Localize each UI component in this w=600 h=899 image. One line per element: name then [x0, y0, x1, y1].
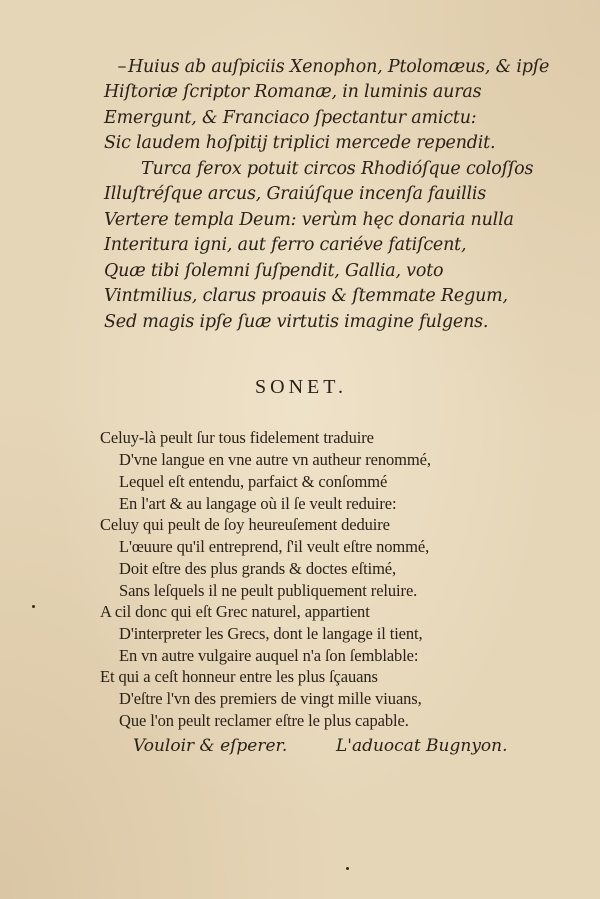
- sonnet-line: Doit eſtre des plus grands & doctes eſtimé,: [119, 559, 397, 578]
- latin-verse-line: Interitura igni, aut ferro cariéve fatiſcent,: [104, 235, 467, 255]
- sonnet-line: Et qui a ceſt honneur entre les plus ſçauans: [100, 667, 378, 686]
- sonnet-line: En l'art & au langage où il ſe veult reduire:: [119, 494, 397, 513]
- latin-verse-line: Sic laudem hoſpitij triplici mercede rependit.: [104, 133, 496, 153]
- sonnet-line: Sans leſquels il ne peult publiquement reluire.: [119, 581, 418, 600]
- latin-verse-line: Illuſtréſque arcus, Graiúſque incenſa fauillis: [104, 184, 487, 204]
- sonnet-line: L'œuure qu'il entreprend, ſ'il veult eſtre nommé,: [119, 537, 430, 556]
- sonnet-line: Lequel eſt entendu, parfaict & conſommé: [119, 472, 388, 491]
- sonnet-line: Celuy-là peult ſur tous fidelement traduire: [100, 428, 374, 447]
- latin-verse-line: Sed magis ipſe ſuæ virtutis imagine fulgens.: [104, 312, 489, 332]
- sonnet-line: A cil donc qui eſt Grec naturel, appartient: [100, 602, 370, 621]
- paper-speck: [32, 605, 35, 608]
- latin-verse-line: Turca ferox potuit circos Rhodióſque coloſſos: [141, 159, 534, 179]
- latin-verse-line: Quæ tibi ſolemni ſuſpendit, Gallia, voto: [104, 261, 444, 281]
- sonnet-line: Que l'on peult reclamer eſtre le plus capable.: [119, 711, 409, 730]
- sonnet-line: D'eſtre l'vn des premiers de vingt mille viuans,: [119, 689, 422, 708]
- latin-verse-line: Emergunt, & Franciaco ſpectantur amictu:: [104, 108, 477, 128]
- latin-verse-line: Vintmilius, clarus proauis & ſtemmate Regum,: [104, 286, 508, 306]
- sonnet-heading: SONET.: [255, 376, 347, 398]
- sonnet-line: En vn autre vulgaire auquel n'a ſon ſemblable:: [119, 646, 419, 665]
- sonnet-line: Celuy qui peult de ſoy heureuſement deduire: [100, 515, 390, 534]
- latin-verse-line: Huius ab auſpiciis Xenophon, Ptolomæus, & ipſe: [128, 57, 550, 77]
- paper-speck: [346, 867, 349, 870]
- signature-author: L'aduocat Bugnyon.: [336, 736, 508, 756]
- paper-speck: [118, 66, 126, 68]
- latin-verse-line: Hiſtoriæ ſcriptor Romanæ, in luminis auras: [104, 82, 482, 102]
- sonnet-line: D'interpreter les Grecs, dont le langage il tient,: [119, 624, 423, 643]
- latin-verse-line: Vertere templa Deum: verùm hęc donaria nulla: [104, 210, 514, 230]
- sonnet-line: D'vne langue en vne autre vn autheur renommé,: [119, 450, 431, 469]
- signature-motto: Vouloir & eſperer.: [133, 736, 288, 756]
